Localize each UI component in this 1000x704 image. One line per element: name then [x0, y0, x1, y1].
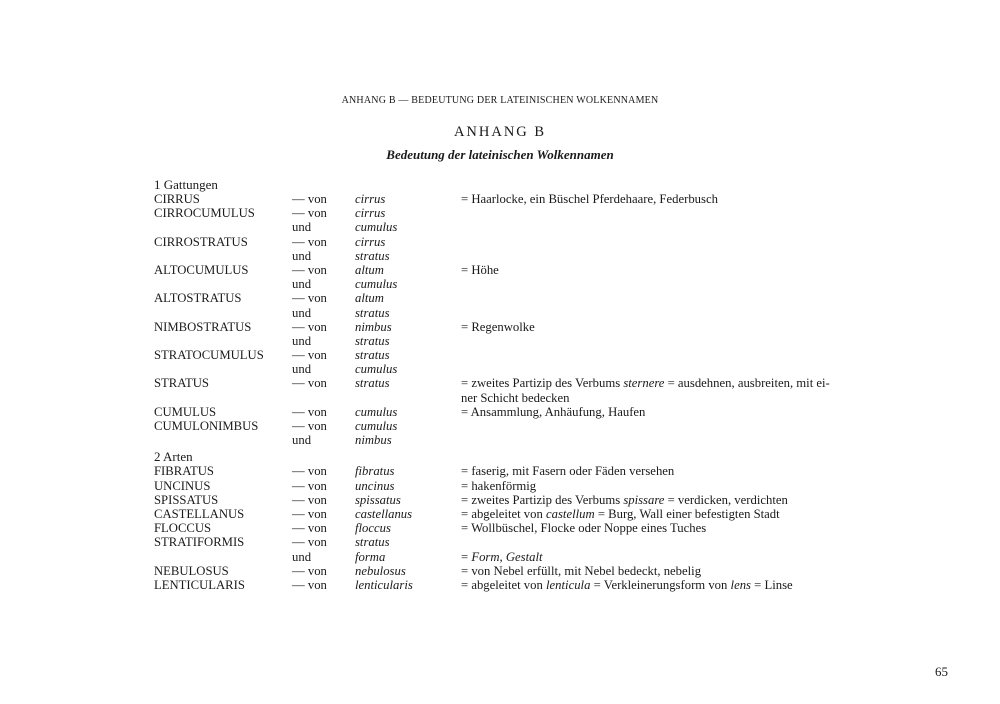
table-row: [154, 348, 854, 362]
meaning: = Haarlocke, ein Büschel Pferdehaare, Federbusch: [461, 192, 718, 206]
table-row: [154, 320, 854, 334]
meaning: [461, 493, 788, 507]
latin-root: cirrus: [355, 192, 386, 206]
connector: — von: [292, 521, 327, 536]
connector: und: [292, 305, 312, 320]
table-row: [154, 376, 854, 390]
meaning: = Ansammlung, Anhäufung, Haufen: [461, 404, 646, 419]
meaning-italic-part: Form, Gestalt: [471, 549, 543, 564]
meaning: = von Nebel erfüllt, mit Nebel bedeckt, nebelig: [461, 563, 702, 578]
cloud-term: CIRROCUMULUS: [154, 206, 255, 221]
meaning-part: = Linse: [751, 577, 793, 592]
meaning-italic-part: castellum: [546, 506, 595, 521]
cloud-term: CUMULONIMBUS: [154, 419, 259, 433]
table-row: [154, 249, 854, 263]
latin-root: cumulus: [355, 277, 398, 292]
table-row: [154, 235, 854, 249]
appendix-subtitle: Bedeutung der lateinischen Wolkennamen: [386, 147, 614, 162]
meaning-part: = Verkleinerungsform von: [590, 577, 731, 592]
cloud-term: STRATIFORMIS: [154, 535, 245, 550]
cloud-term: NEBULOSUS: [154, 563, 229, 578]
latin-root: altum: [355, 291, 384, 306]
latin-root: stratus: [355, 535, 390, 550]
meaning: = Höhe: [461, 262, 499, 277]
meaning-part: = zweites Partizip des Verbums: [461, 376, 624, 391]
latin-root: castellanus: [355, 506, 413, 521]
latin-root: altum: [355, 262, 384, 277]
meaning: = faserig, mit Fasern oder Fäden versehen: [461, 464, 675, 479]
latin-root: forma: [355, 549, 386, 564]
connector: — von: [292, 563, 327, 578]
connector: — von: [292, 404, 327, 419]
cloud-name-table: [154, 177, 854, 592]
meaning-italic-part: lenticula: [546, 577, 591, 592]
meaning-part: = Burg, Wall einer befestigten Stadt: [594, 506, 780, 521]
meaning: ner Schicht bedecken: [461, 390, 570, 405]
latin-root: fibratus: [355, 464, 395, 479]
cloud-term: NIMBOSTRATUS: [154, 319, 252, 334]
cloud-term: CIRROSTRATUS: [154, 234, 248, 249]
appendix-title: ANHANG B: [453, 124, 547, 140]
meaning-part: = verdicken, verdichten: [664, 492, 788, 507]
cloud-term: CUMULUS: [154, 404, 217, 419]
connector: — von: [292, 319, 327, 334]
meaning-part: =: [461, 549, 472, 564]
table-row: [154, 334, 854, 348]
latin-root: stratus: [355, 248, 390, 263]
meaning: [461, 507, 780, 521]
connector: und: [292, 549, 312, 564]
table-row: [154, 362, 854, 376]
table-row: [154, 578, 854, 592]
meaning-part: = zweites Partizip des Verbums: [461, 492, 624, 507]
section-heading: 2 Arten: [154, 449, 193, 465]
meaning-part: = ausdehnen, ausbreiten, mit ei-: [664, 376, 830, 391]
table-row: [154, 433, 854, 447]
table-row: [154, 493, 854, 507]
meaning-italic-part: spissare: [623, 492, 665, 507]
table-row: [154, 263, 854, 277]
meaning: = hakenförmig: [461, 478, 537, 493]
table-row: [154, 291, 854, 305]
latin-root: cirrus: [355, 234, 386, 249]
connector: — von: [292, 478, 327, 493]
table-row: [154, 220, 854, 234]
cloud-term: CIRRUS: [154, 192, 200, 206]
latin-root: cumulus: [355, 404, 398, 419]
connector: — von: [292, 234, 327, 249]
latin-root: nimbus: [355, 433, 392, 448]
cloud-term: STRATUS: [154, 376, 209, 391]
connector: und: [292, 220, 312, 235]
cloud-term: LENTICULARIS: [154, 577, 245, 592]
table-row: [154, 405, 854, 419]
connector: — von: [292, 348, 327, 363]
connector: — von: [292, 291, 327, 306]
table-row: [154, 564, 854, 578]
table-row: [154, 206, 854, 220]
connector: und: [292, 277, 312, 292]
connector: — von: [292, 419, 327, 433]
section-heading: 1 Gattungen: [154, 177, 218, 192]
connector: — von: [292, 535, 327, 550]
table-row: [154, 464, 854, 478]
table-row: [154, 479, 854, 493]
connector: — von: [292, 464, 327, 479]
connector: und: [292, 333, 312, 348]
table-row: [154, 550, 854, 564]
latin-root: cumulus: [355, 419, 398, 433]
latin-root: stratus: [355, 376, 390, 391]
connector: — von: [292, 376, 327, 391]
cloud-term: UNCINUS: [154, 478, 211, 493]
latin-root: cirrus: [355, 206, 386, 221]
cloud-term: SPISSATUS: [154, 492, 219, 507]
meaning: = Wollbüschel, Flocke oder Noppe eines Tuches: [461, 521, 707, 536]
meaning: [461, 376, 830, 390]
table-row: [154, 192, 854, 206]
cloud-term: CASTELLANUS: [154, 506, 245, 521]
table-row: [154, 391, 854, 405]
latin-root: stratus: [355, 348, 390, 363]
latin-root: uncinus: [355, 478, 395, 493]
cloud-term: FLOCCUS: [154, 521, 212, 536]
connector: — von: [292, 506, 327, 521]
cloud-term: FIBRATUS: [154, 464, 214, 479]
connector: — von: [292, 206, 327, 221]
page-number: 65: [935, 664, 948, 679]
meaning-part: = abgeleitet von: [461, 577, 547, 592]
latin-root: stratus: [355, 333, 390, 348]
running-header: ANHANG B — BEDEUTUNG DER LATEINISCHEN WOLKENNAMEN: [341, 95, 659, 106]
meaning: = Regenwolke: [461, 319, 535, 334]
latin-root: cumulus: [355, 362, 398, 377]
table-row: [154, 535, 854, 549]
cloud-term: STRATOCUMULUS: [154, 348, 264, 363]
connector: und: [292, 433, 312, 448]
latin-root: spissatus: [355, 492, 401, 507]
latin-root: cumulus: [355, 220, 398, 235]
cloud-term: ALTOCUMULUS: [154, 262, 249, 277]
table-row: [154, 507, 854, 521]
latin-root: nebulosus: [355, 563, 406, 578]
table-row: [154, 419, 854, 433]
connector: — von: [292, 492, 327, 507]
connector: und: [292, 248, 312, 263]
latin-root: stratus: [355, 305, 390, 320]
latin-root: nimbus: [355, 319, 392, 334]
connector: und: [292, 362, 312, 377]
latin-root: floccus: [355, 521, 391, 536]
cloud-term: ALTOSTRATUS: [154, 291, 242, 306]
meaning-italic-part: sternere: [623, 376, 665, 391]
connector: — von: [292, 192, 327, 206]
connector: — von: [292, 577, 327, 592]
table-row: [154, 521, 854, 535]
meaning: [461, 550, 543, 564]
latin-root: lenticularis: [355, 577, 413, 592]
meaning-part: = abgeleitet von: [461, 506, 547, 521]
meaning-italic-part: lens: [730, 577, 751, 592]
table-row: [154, 306, 854, 320]
table-row: [154, 277, 854, 291]
connector: — von: [292, 262, 327, 277]
meaning: [461, 578, 793, 592]
